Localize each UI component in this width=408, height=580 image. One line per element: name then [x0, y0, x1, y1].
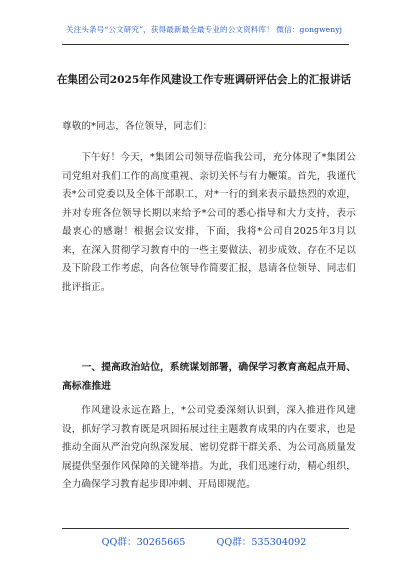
document-title: 在集团公司2025年作风建设工作专班调研评估会上的汇报讲话: [56, 74, 352, 86]
header-divider: [62, 44, 349, 45]
footer-divider: [62, 528, 349, 529]
body-paragraph-1: 下午好！今天，*集团公司领导莅临我公司，充分体现了*集团公司党组对我们工作的高度重视、亲切关怀与有力鞭策。首先，我谨代表*公司党委以及全体干部职工，对*一行的到来表示最热烈的欢迎，并对专班各位领导长期以来给予*公司的悉心指导和大力支持，表示最衷心的感谢！根据会议安排，下面，我将*公司自2025年3月以来，在深入贯彻学习教育中的一些主要做法、初步成效、存在不足以及下阶段工作考虑，向各位领导作简要汇报，恳请各位领导、同志们批评指正。: [62, 152, 356, 293]
footer-contacts: [0, 534, 408, 548]
footer-qq-group-1: QQ群：30265665: [101, 537, 186, 548]
header-promo-note: 关注头条号“公文研究”，获得最新最全最专业的公文资料库！ 微信：gongwenyj: [65, 25, 343, 34]
salutation: 尊敬的*同志，各位领导，同志们：: [62, 121, 213, 132]
body-paragraph-2: 作风建设永远在路上，*公司党委深刻认识到，深入推进作风建设，抓好学习教育既是巩固拓展过往主题教育成果的内在要求，也是推动全面从严治党向纵深发展、密切党群干群关系、为公司高质量发展提供坚强作风保障的关键举措。为此，我们迅速行动，精心组织，全力确保学习教育起步即冲刺、开局即规范。: [62, 405, 356, 490]
section-heading-1: 一、提高政治站位，系统谋划部署，确保学习教育高起点开局、高标准推进: [62, 362, 356, 392]
footer-qq-group-2: QQ群：535304092: [216, 537, 307, 548]
